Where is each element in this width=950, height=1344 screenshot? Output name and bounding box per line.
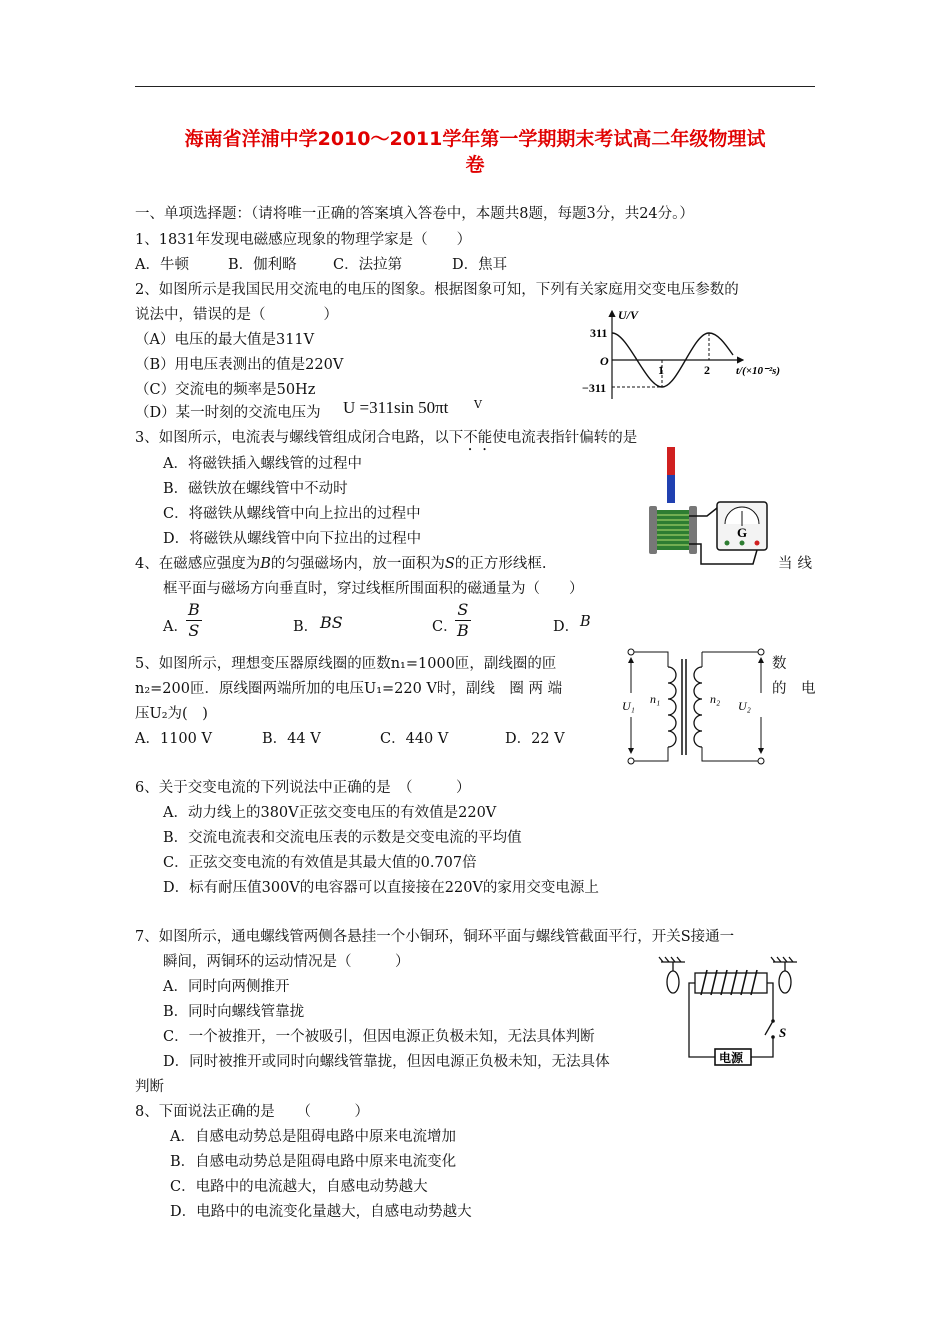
- secondary-coil: [694, 667, 702, 747]
- q1-stem: 1、1831年发现电磁感应现象的物理学家是（ ）: [135, 232, 472, 248]
- q5-line3: 压U₂为( ): [135, 706, 208, 722]
- secondary-wire-bottom: [702, 747, 758, 761]
- u1-label: U₁: [622, 699, 635, 713]
- primary-terminal-bottom: [628, 758, 634, 764]
- q4-option-d-label: D．: [553, 619, 580, 635]
- x-axis-label: t/(×10⁻²s): [736, 365, 781, 377]
- n1-label: n₁: [650, 692, 661, 706]
- coil-left-flange: [649, 506, 657, 554]
- q4-var-s: S: [444, 556, 455, 572]
- q1-option-a: A．牛顿: [135, 257, 189, 273]
- q4-option-c-label: C．: [432, 619, 458, 635]
- q2-stem-line2: 说法中，错误的是（ ）: [135, 307, 338, 323]
- q7-option-b: B．同时向螺线管靠拢: [163, 1004, 305, 1020]
- q8-option-c: C．电路中的电流越大，自感电动势越大: [170, 1179, 428, 1195]
- exam-title-line2: 卷: [465, 154, 485, 176]
- header-rule: [135, 86, 815, 87]
- q8-stem: 8、下面说法正确的是 （ ）: [135, 1104, 369, 1120]
- terminal-mid: [740, 541, 745, 546]
- q6-option-c: C．正弦交变电流的有效值是其最大值的0.707倍: [163, 855, 477, 871]
- circuit-wire-right-bottom: [751, 1037, 773, 1057]
- q4-option-a-fraction: [186, 600, 202, 641]
- secondary-terminal-bottom: [758, 758, 764, 764]
- q4-option-c-numerator: S: [455, 600, 471, 621]
- q4-var-b: B: [260, 556, 271, 572]
- q4-stem-part2: 的匀强磁场内，放一面积为: [270, 556, 445, 572]
- y-axis-label: U/V: [618, 308, 639, 322]
- q2-option-d-unit: V: [474, 398, 482, 411]
- q5-line1-left: 5、如图所示，理想变压器原线圈的匝数n₁=1000匝，副线圈的匝: [135, 656, 557, 672]
- exam-title-line1: 海南省洋浦中学2010～2011学年第一学期期末考试高二年级物理试: [184, 128, 766, 150]
- voltage-time-graph: [578, 303, 813, 403]
- q4-option-b-value: BS: [320, 613, 343, 632]
- q8-option-b: B．自感电动势总是阻碍电路中原来电流变化: [170, 1154, 457, 1170]
- q3-option-c: C．将磁铁从螺线管中向上拉出的过程中: [163, 506, 421, 522]
- q2-option-d: （D）某一时刻的交流电压为: [135, 405, 321, 421]
- galvanometer-label: G: [737, 525, 748, 540]
- u2-label: U₂: [738, 699, 751, 713]
- q7-option-d-continued: 判断: [135, 1079, 164, 1095]
- terminal-right: [755, 541, 760, 546]
- q5-option-c: C．440 V: [380, 731, 449, 747]
- q4-stem-line2: 框平面与磁场方向垂直时，穿过线框所围面积的磁通量为（ ）: [163, 581, 584, 597]
- q7-option-d: D．同时被推开或同时向螺线管靠拢，但因电源正负极未知，无法具体: [163, 1054, 610, 1070]
- n2-label: n₂: [710, 692, 721, 706]
- x-tick-2: 2: [704, 363, 710, 377]
- right-copper-ring: [779, 971, 791, 993]
- left-copper-ring: [667, 971, 679, 993]
- q2-option-c: （C）交流电的频率是50Hz: [135, 382, 316, 398]
- q3-stem-suffix: 使电流表指针偏转的是: [492, 430, 638, 446]
- solenoid-rings-diagram: [655, 955, 815, 1070]
- origin-label: O: [600, 354, 609, 368]
- terminal-left: [725, 541, 730, 546]
- q4-option-b-label: B．: [293, 619, 319, 635]
- q6-option-d: D．标有耐压值300V的电容器可以直接接在220V的家用交变电源上: [163, 880, 599, 896]
- q4-option-a-numerator: B: [188, 600, 200, 619]
- q4-option-a-label: A．: [163, 619, 188, 635]
- q1-option-d: D．焦耳: [452, 257, 508, 273]
- q1-option-b: B．伽利略: [228, 257, 297, 273]
- q4-option-c-fraction: [455, 600, 471, 641]
- solenoid-galvanometer-diagram: [645, 444, 775, 569]
- q3-option-d: D．将磁铁从螺线管中向下拉出的过程中: [163, 531, 422, 547]
- secondary-terminal-top: [758, 649, 764, 655]
- q2-option-a: （A）电压的最大值是311V: [135, 332, 315, 348]
- power-source-label: 电源: [719, 1051, 744, 1065]
- q5-line1-right: 数: [772, 656, 787, 672]
- q7-stem-line2: 瞬间，两铜环的运动情况是（ ）: [163, 954, 410, 970]
- q5-option-d: D．22 V: [505, 731, 565, 747]
- q7-stem-line1: 7、如图所示，通电螺线管两侧各悬挂一个小铜环，铜环平面与螺线管截面平行，开关S接通一: [135, 929, 735, 945]
- q4-stem-part1: 4、在磁感应强度为: [135, 556, 261, 572]
- q2-stem-line1: 2、如图所示是我国民用交流电的电压的图象。根据图象可知，下列有关家庭用交变电压参数的: [135, 282, 739, 298]
- primary-coil: [668, 667, 676, 747]
- primary-wire-top: [634, 652, 668, 667]
- q3-stem: [135, 426, 637, 454]
- q5-option-a: A．1100 V: [135, 731, 212, 747]
- coil-right-flange: [689, 506, 697, 554]
- q2-option-b: （B）用电压表测出的值是220V: [135, 357, 344, 373]
- q5-option-b: B．44 V: [262, 731, 321, 747]
- q5-line2-right: 的 电: [772, 681, 816, 697]
- magnet-south: [667, 475, 675, 503]
- y-max-label: 311: [590, 326, 608, 340]
- q2-option-d-formula: U =311sin 50πt: [343, 398, 449, 417]
- primary-terminal-top: [628, 649, 634, 655]
- q4-option-c-denominator: B: [457, 621, 469, 640]
- solenoid-winding: [701, 970, 757, 995]
- q4-stem-part3: 的正方形线框.: [454, 556, 547, 572]
- x-tick-1: 1: [658, 363, 664, 377]
- y-min-label: −311: [582, 381, 607, 395]
- q4-option-d-value: B: [580, 614, 591, 630]
- q7-option-c: C．一个被推开，一个被吸引，但因电源正负极未知，无法具体判断: [163, 1029, 595, 1045]
- q6-stem: 6、关于交变电流的下列说法中正确的是 （ ）: [135, 780, 471, 796]
- switch-label: S: [779, 1025, 787, 1040]
- q8-option-d: D．电路中的电流变化量越大，自感电动势越大: [170, 1204, 472, 1220]
- section-heading: 一、单项选择题：（请将唯一正确的答案填入答卷中，本题共8题，每题3分，共24分。）: [135, 206, 694, 222]
- q3-option-a: A．将磁铁插入螺线管的过程中: [163, 456, 362, 472]
- primary-wire-bottom: [634, 747, 668, 761]
- q1-option-c: C．法拉第: [333, 257, 403, 273]
- q4-option-a-denominator: S: [188, 621, 200, 640]
- q4-stem-right: 当线: [778, 556, 817, 572]
- q3-stem-prefix: 3、如图所示，电流表与螺线管组成闭合电路，以下: [135, 430, 464, 446]
- transformer-diagram: [620, 645, 770, 770]
- q3-stem-emphasis: 不能: [463, 430, 493, 446]
- switch-blade: [765, 1021, 773, 1035]
- q6-option-b: B．交流电流表和交流电压表的示数是交变电流的平均值: [163, 830, 522, 846]
- magnet-north: [667, 447, 675, 475]
- q5-line2-left: n₂=200匝．原线圈两端所加的电压U₁=220 V时，副线 圈 两 端: [135, 681, 563, 697]
- q8-option-a: A．自感电动势总是阻碍电路中原来电流增加: [170, 1129, 456, 1145]
- q6-option-a: A．动力线上的380V正弦交变电压的有效值是220V: [163, 805, 497, 821]
- q7-option-a: A．同时向两侧推开: [163, 979, 290, 995]
- circuit-wire-right-top: [767, 983, 773, 1021]
- q4-stem-line1: [135, 552, 546, 573]
- q3-option-b: B．磁铁放在螺线管中不动时: [163, 481, 348, 497]
